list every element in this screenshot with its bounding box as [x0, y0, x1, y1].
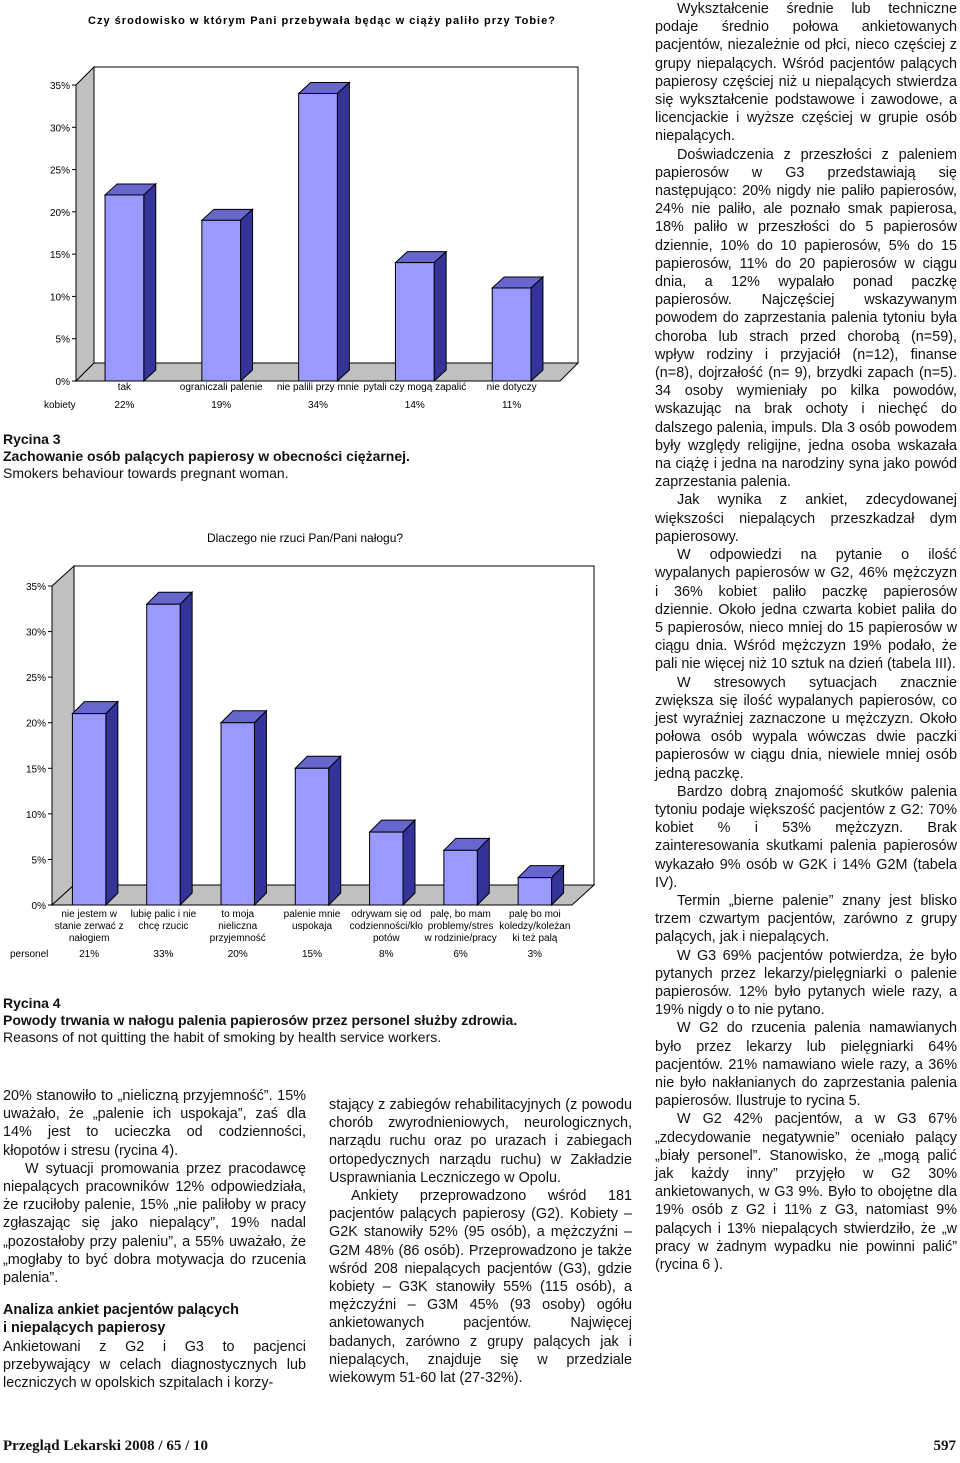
bar-side	[329, 756, 341, 905]
page-number: 597	[933, 1438, 956, 1454]
section-heading-line-2: i niepalących papierosy	[3, 1320, 166, 1337]
category-label-line: palę bo moi	[509, 909, 561, 920]
category-label	[55, 909, 124, 944]
bar	[518, 878, 551, 905]
right-paragraph-3: Jak wynika z ankiet, zdecydowanej większości niepalących przeszkadzał dym papierosowy.	[655, 492, 957, 545]
bar	[105, 195, 144, 381]
category-label-line: problemy/stres	[427, 921, 494, 932]
figure-4-title-pl: Powody trwania w nałogu palenia papierosów przez personel służby zdrowia.	[3, 1012, 518, 1028]
bar-side	[403, 820, 415, 905]
bar	[492, 288, 531, 381]
category-label-line: uspokaja	[291, 921, 333, 932]
category-label-line: palenie mnie	[283, 909, 341, 920]
category-label-line: nie palili przy mnie	[276, 382, 360, 393]
category-label-line: pytali czy mogą zapalić	[363, 382, 467, 393]
bar	[72, 714, 105, 905]
value-label: 20%	[227, 949, 248, 960]
left-column	[3, 1087, 306, 1392]
figure-3-title-pl: Zachowanie osób palących papierosy w obecności ciężarnej.	[3, 448, 410, 464]
y-tick-label: 15%	[25, 764, 46, 776]
right-paragraph-4: W odpowiedzi na pytanie o ilość wypalanych papierosów w G2, 46% mężczyzn i 36% kobiet paliło paczkę papierosów dziennie. Około jedna czwarta kobiet paliła do 5 papierosów, nieco mniej do 15 papierosów w ciągu dnia. Wśród mężczyzn 19% podało, że pali nie więcej niż 10 sztuk na dzień (tabela III).	[655, 547, 957, 673]
value-label: 8%	[379, 949, 394, 960]
category-label-line: odrywam się od	[351, 909, 422, 920]
right-paragraph-6: Bardzo dobrą znajomość skutków palenia tytoniu podaje większość pacjentów z G2: 70% kobiet % i 53% mężczyzn. Brak zainteresowania skutkami palenia papierosów wykazało 9% osób w G2K i 14% G2M (tabela IV).	[655, 783, 957, 891]
figure-4-title-en: Reasons of not quitting the habit of smoking by health service workers.	[3, 1029, 442, 1045]
left-paragraph-3: Ankietowani z G2 i G3 to pacjenci przebywający w celach diagnostycznych lub leczniczych w opolskich szpitalach i korzy-	[3, 1338, 306, 1392]
category-label	[284, 909, 341, 932]
chart-1	[0, 0, 640, 420]
right-paragraph-1: Wykształcenie średnie lub techniczne podaje średnio połowa ankietowanych pacjentów, niezależnie od płci, nieco częściej z grupy niepalących. Wśród pacjentów palących papierosy częściej niż u niepalących stwierdza się wykształcenie podstawowe i zawodowe, a licencjackie i wyższe częściej w grupie osób niepalących.	[655, 1, 957, 145]
plot-side-wall	[52, 566, 74, 905]
category-label-line: stanie zerwać z	[54, 921, 124, 932]
category-label-line: nieliczna	[218, 921, 258, 932]
right-paragraph-7: Termin „bierne palenie” znany jest blisko trzem czwartym pacjentów, zarówno z grupy palących, jak i niepalących.	[655, 892, 957, 946]
bar-side	[106, 702, 118, 905]
bar	[395, 263, 434, 381]
value-label: 34%	[307, 400, 329, 411]
category-label-line: ki też palą	[512, 933, 558, 944]
plot-side-wall	[76, 67, 94, 381]
section-heading	[3, 1301, 306, 1337]
bar-side	[144, 184, 156, 381]
category-label-line: nałogiem	[68, 933, 110, 944]
category-label	[363, 382, 466, 393]
section-heading-line-1: Analiza ankiet pacjentów palących	[3, 1302, 239, 1319]
left-paragraph-1: 20% stanowiło to „nieliczną przyjemność”. 15% uważało, że „palenie ich uspokaja”, zaś dla 14% jest to ucieczka od codzienności, kłopotów i stresu (rycina 4).	[3, 1088, 306, 1159]
figure-3-caption	[3, 431, 643, 482]
bar-side	[180, 592, 192, 905]
category-label-line: palę, bo mam	[430, 909, 491, 920]
category-label	[180, 382, 263, 393]
right-paragraph-10: W G2 42% pacjentów, a w G3 67% „zdecydowanie negatywnie” oceniało palący „biały personel”. Stanowisko, że „mogą palić jak każdy inny” przyjęło w G2 30% ankietowanych, w G3 9%. Było to obojętne dla 19% osób z G2 i 11% z G3, natomiast 9% palących i 13% niepalących stwierdziło, że „w pracy w żadnym wypadku nie powinni palić” (rycina 6 ).	[655, 1111, 957, 1274]
figure-3-title-en: Smokers behaviour towards pregnant woman.	[3, 465, 289, 481]
bar	[444, 850, 477, 905]
left-paragraph-2: W sytuacji promowania przez pracodawcę niepalących pracowników 12% odpowiedziała, że rzuciłoby palenie, 15% „nie paliłoby w pracy zgłaszając się jako niepalący”, 19% nadal „pozostałoby przy paleniu”, a 55% uważało, że „mogłaby to być dobra motywacja do rzucenia palenia”.	[3, 1160, 306, 1287]
y-tick-label: 30%	[49, 123, 70, 135]
y-tick-label: 35%	[25, 582, 46, 593]
table-row-label: personel	[10, 949, 49, 960]
value-label: 3%	[527, 949, 543, 960]
bar-side	[254, 711, 266, 905]
y-tick-label: 20%	[25, 718, 46, 730]
table-row-label: kobiety	[44, 400, 76, 411]
bar	[221, 723, 254, 905]
y-tick-label: 0%	[55, 377, 70, 388]
figure-4-caption	[3, 995, 643, 1046]
right-column	[655, 0, 957, 1274]
y-tick-label: 10%	[25, 809, 46, 821]
category-label	[118, 382, 132, 393]
category-label-line: przyjemność	[209, 933, 266, 944]
bar-side	[477, 838, 489, 905]
category-label	[423, 909, 496, 944]
category-label-line: tak	[117, 382, 132, 393]
category-label-line: ograniczali palenie	[179, 382, 263, 393]
category-label-line: lubię palic i nie	[130, 909, 197, 920]
y-tick-label: 5%	[55, 334, 70, 346]
bar	[370, 832, 403, 905]
category-label	[499, 909, 570, 944]
bar	[202, 220, 241, 381]
value-label: 33%	[153, 949, 174, 960]
category-label-line: chcę rzucic	[138, 921, 189, 932]
y-tick-label: 5%	[31, 855, 46, 867]
chart-title: Czy środowisko w którym Pani przebywała będąc w ciąży paliło przy Tobie?	[88, 15, 556, 27]
category-label-line: potów	[372, 933, 400, 944]
right-paragraph-2: Doświadczenia z przeszłości z paleniem papierosów w G3 przedstawiają się następująco: 20% nigdy nie paliło papierosów, 24% nie paliło, ale poznało smak papierosa, 18% paliło w przeszłości do 5 papierosów dziennie, 10% do 10 papierosów, 5% do 15 papierosów, 11% do 20 papierosów w ciągu dnia, a 12% wypalało ponad paczkę papierosów. Najczęściej wskazywanym powodem do zaprzestania palenia tytoniu była choroba lub strach przed chorobą (n=59), wpływ rodziny i przyjaciół (n=12), finanse (n=8), dojrzałość (n= 9), brzydki zapach (n=5). 34 osoby wymieniały po kilka powodów, wskazując na brak ochoty i niechęć do dalszego palenia, impuls. Dla 3 osób powodem były względy religijne, jedna osoba wskazała na ciążę i jedna na narodziny syna jako powód zaprzestania palenia.	[655, 146, 957, 491]
right-paragraph-9: W G2 do rzucenia palenia namawianych było przez lekarzy lub pielęgniarki 64% pacjentów. 21% namawiano wiele razy, a 36% nie było nakłanianych do zaprzestania palenia papierosów. Ilustruje to rycina 5.	[655, 1020, 957, 1110]
category-label-line: koledzy/koleżan	[499, 921, 571, 932]
value-label: 22%	[114, 400, 135, 411]
right-paragraph-5: W stresowych sytuacjach znacznie zwiększa się ilość wypalanych papierosów, co jest wyraźniej zaznaczone u mężczyzn. Około połowa osób wypala wówczas dwie paczki papierosów w ciągu dnia, niewiele mniej osób jedną paczkę.	[655, 674, 957, 782]
category-label	[277, 382, 360, 393]
y-tick-label: 15%	[49, 250, 70, 262]
figure-3-number: Rycina 3	[3, 431, 61, 447]
value-label: 11%	[501, 400, 522, 411]
category-label	[487, 382, 537, 393]
y-tick-label: 25%	[49, 165, 70, 177]
value-label: 19%	[211, 400, 232, 411]
middle-paragraph-2: Ankiety przeprowadzono wśród 181 pacjentów palących papierosy (G2). Kobiety – G2K stanowiły 52% (95 osób), a mężczyźni – G2M 48% (86 osób). Przeprowadzono je także wśród 208 niepalących pacjentów (G3), gdzie kobiety – G3K stanowiły 55% (115 osób), a mężczyźni – G3M 45% (93 osoby) ogółu ankietowanych pacjentów. Najwięcej badanych, zarówno z grupy palących jak i niepalących, znajduje się w przedziale wiekowym 51-60 lat (27-32%).	[329, 1188, 632, 1387]
bar-side	[337, 82, 349, 381]
figure-4-number: Rycina 4	[3, 995, 61, 1011]
value-label: 6%	[453, 949, 468, 960]
bar	[147, 604, 180, 905]
chart-2	[0, 520, 640, 965]
y-tick-label: 0%	[31, 901, 46, 912]
category-label	[210, 909, 266, 944]
bar-side	[434, 252, 446, 381]
journal-footer: Przegląd Lekarski 2008 / 65 / 10	[3, 1438, 208, 1454]
middle-column	[329, 1096, 632, 1387]
y-tick-label: 20%	[49, 207, 70, 219]
chart-title: Dlaczego nie rzuci Pan/Pani nałogu?	[206, 531, 404, 545]
category-label-line: w rodzinie/pracy	[424, 933, 497, 944]
value-label: 15%	[301, 949, 323, 960]
value-label: 14%	[404, 400, 425, 411]
category-label-line: to moja	[221, 909, 255, 920]
right-paragraph-8: W G3 69% pacjentów potwierdza, że było pytanych przez lekarzy/pielęgniarki o palenie papierosów. 12% było pytanych wiele razy, a 19% nigdy o to nie pytano.	[655, 947, 957, 1019]
value-label: 21%	[79, 949, 100, 960]
y-tick-label: 35%	[49, 81, 70, 92]
y-tick-label: 25%	[25, 673, 46, 685]
bar	[295, 768, 328, 905]
category-label-line: nie jestem w	[61, 909, 117, 920]
bar	[299, 93, 338, 381]
category-label-line: nie dotyczy	[486, 382, 537, 393]
category-label	[350, 909, 424, 944]
category-label	[131, 909, 197, 932]
category-label-line: codzienności/kło	[349, 921, 423, 932]
middle-paragraph-1: stający z zabiegów rehabilitacyjnych (z powodu chorób zwyrodnieniowych, neurologicznych, narządu ruchu oraz po urazach i zabiegach ortopedycznych narządu ruchu) w Zakładzie Usprawniania Leczniczego w Opolu.	[329, 1097, 632, 1186]
y-tick-label: 10%	[49, 292, 70, 304]
bar-side	[531, 277, 543, 381]
y-tick-label: 30%	[25, 627, 46, 639]
bar-side	[241, 209, 253, 381]
